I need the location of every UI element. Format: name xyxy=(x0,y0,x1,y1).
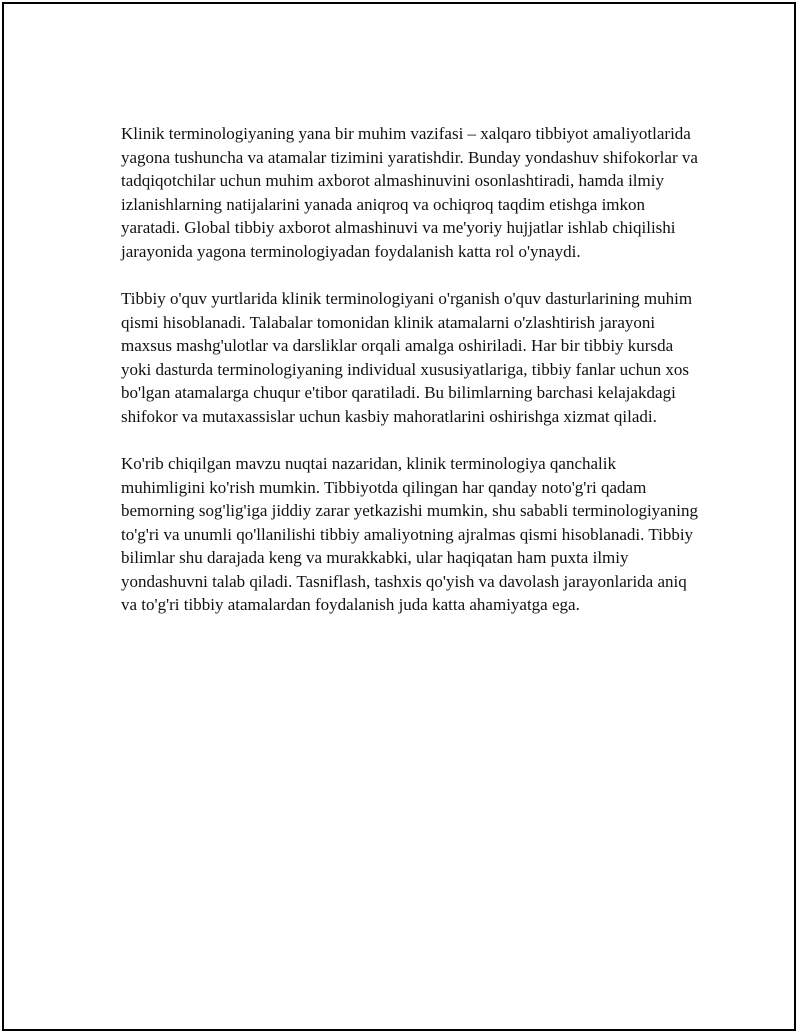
paragraph-1: Klinik terminologiyaning yana bir muhim vazifasi – xalqaro tibbiyot amaliyotlarida yagona tushuncha va atamalar tizimini yaratishdir. Bunday yondashuv shifokorlar va tadqiqotchilar uchun muhim axborot almashinuvini osonlashtiradi, hamda ilmiy izlanishlarning natijalarini yanada aniqroq va ochiqroq taqdim etishga imkon yaratadi. Global tibbiy axborot almashinuvi va me'yoriy hujjatlar ishlab chiqilishi jarayonida yagona terminologiyadan foydalanish katta rol o'ynaydi. xyxy=(121,124,698,261)
paragraph-3: Ko'rib chiqilgan mavzu nuqtai nazaridan, klinik terminologiya qanchalik muhimligini ko'rish mumkin. Tibbiyotda qilingan har qanday noto'g'ri qadam bemorning sog'lig'iga jiddiy zarar yetkazishi mumkin, shu sababli terminologiyaning to'g'ri va unumli qo'llanilishi tibbiy amaliyotning ajralmas qismi hisoblanadi. Tibbiy bilimlar shu darajada keng va murakkabki, ular haqiqatan ham puxta ilmiy yondashuvni talab qiladi. Tasniflash, tashxis qo'yish va davolash jarayonlarida aniq va to'g'ri tibbiy atamalardan foydalanish juda katta ahamiyatga ega. xyxy=(121,454,698,614)
paragraph-2: Tibbiy o'quv yurtlarida klinik terminologiyani o'rganish o'quv dasturlarining muhim qismi hisoblanadi. Talabalar tomonidan klinik atamalarni o'zlashtirish jarayoni maxsus mashg'ulotlar va darsliklar orqali amalga oshiriladi. Har bir tibbiy kursda yoki dasturda terminologiyaning individual xususiyatlariga, tibbiy fanlar uchun xos bo'lgan atamalarga chuqur e'tibor qaratiladi. Bu bilimlarning barchasi kelajakdagi shifokor va mutaxassislar uchun kasbiy mahoratlarini oshirishga xizmat qiladi. xyxy=(121,289,693,426)
page-frame xyxy=(2,2,796,1031)
document-body xyxy=(121,122,701,641)
